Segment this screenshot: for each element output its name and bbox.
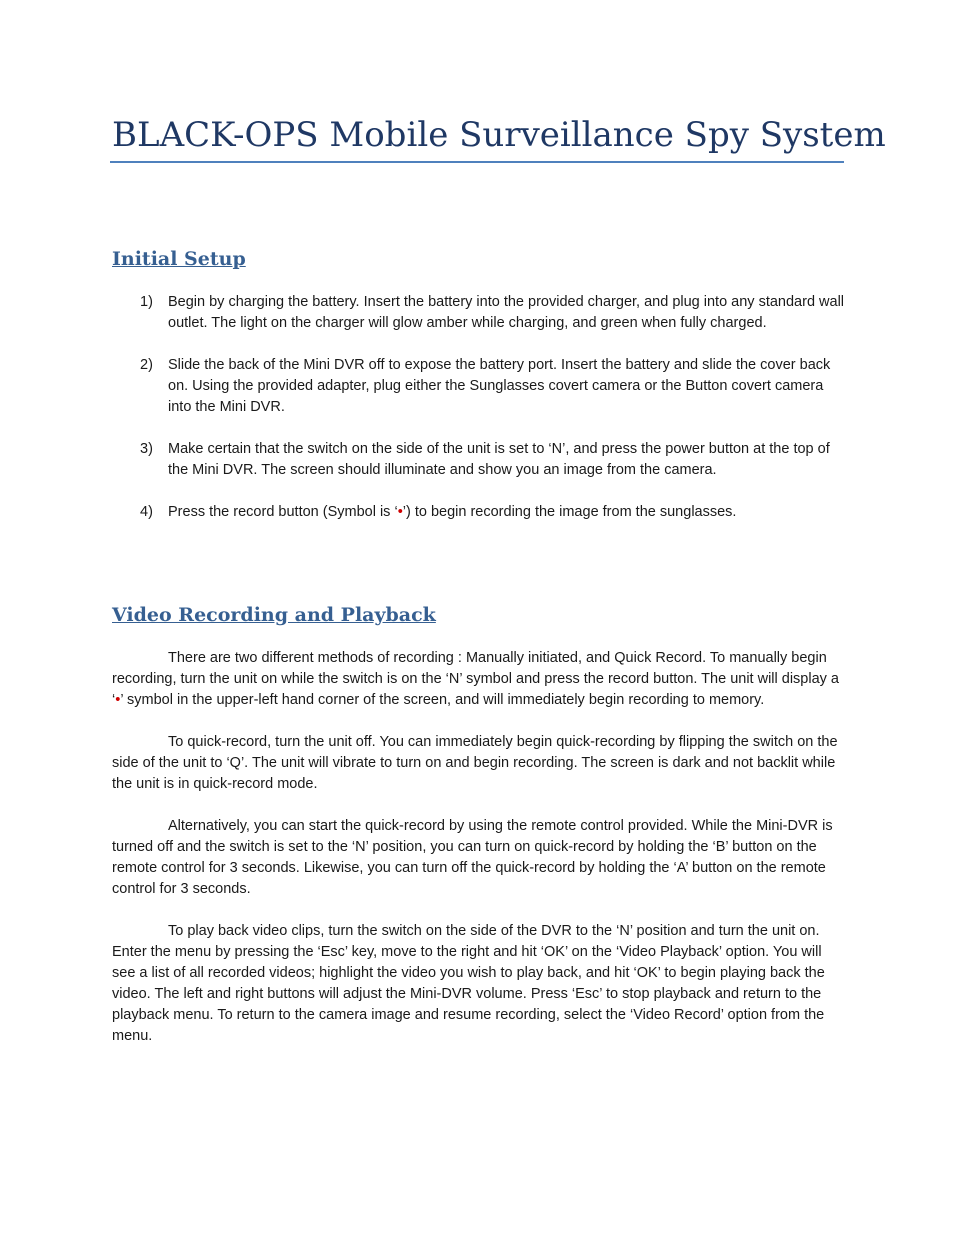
body-paragraph: Alternatively, you can start the quick-record by using the remote control provided. While the Mini-DVR is turned off and the switch is set to the ‘N’ position, you can turn on quick-record by holding the ‘B’ button on the remote control for 3 seconds. Likewise, you can turn off the quick-record by holding the ‘A’ button on the remote control for 3 seconds.: [112, 818, 833, 897]
step-number: 3): [140, 441, 153, 457]
step-text-before-symbol: Press the record button (Symbol is ‘: [168, 504, 398, 520]
setup-step: [112, 355, 844, 418]
step-text: Begin by charging the battery. Insert the battery into the provided charger, and plug into any standard wall outlet. The light on the charger will glow amber while charging, and green when fully charged.: [168, 294, 845, 331]
step-number: 4): [140, 504, 153, 520]
setup-step: [112, 292, 844, 334]
body-paragraph: To quick-record, turn the unit off. You can immediately begin quick-recording by flipping the switch on the side of the unit to ‘Q’. The unit will vibrate to turn on and begin recording. The screen is dark and not backlit while the unit is in quick-record mode.: [112, 734, 838, 792]
setup-steps-list: [112, 292, 844, 544]
body-paragraph: To play back video clips, turn the switch on the side of the DVR to the ‘N’ position and turn the unit on. Enter the menu by pressing the ‘Esc’ key, move to the right and hit ‘OK’ on the ‘Video Playback’ option. You will see a list of all recorded videos; highlight the video you wish to play back, and hit ‘OK’ to begin playing back the video. The left and right buttons will adjust the Mini-DVR volume. Press ‘Esc’ to stop playback and return to the playback menu. To return to the camera image and resume recording, select the ‘Video Record’ option from the menu.: [112, 923, 825, 1044]
title-underline-rule: [110, 161, 844, 163]
step-text: Slide the back of the Mini DVR off to expose the battery port. Insert the battery and slide the cover back on. Using the provided adapter, plug either the Sunglasses covert camera or the Button covert camera into the Mini DVR.: [168, 357, 831, 415]
step-text: Make certain that the switch on the side of the unit is set to ‘N’, and press the power button at the top of the Mini DVR. The screen should illuminate and show you an image from the camera.: [168, 441, 830, 478]
section-heading-video-recording: Video Recording and Playback: [112, 604, 436, 626]
step-number: 1): [140, 294, 153, 310]
document-title: BLACK-OPS Mobile Surveillance Spy System: [112, 115, 886, 155]
setup-step: [112, 502, 844, 523]
paragraph-text-before-symbol: There are two different methods of recording : Manually initiated, and Quick Record. To manually begin recording, turn the unit on while the switch is on the ‘N’ symbol and press the record button. The unit will display a ‘: [112, 650, 839, 708]
record-symbol-icon: •: [397, 504, 403, 520]
video-section-body: [112, 648, 844, 1068]
setup-step: [112, 439, 844, 481]
body-paragraph: [112, 648, 844, 711]
record-symbol-icon: •: [115, 692, 121, 708]
paragraph-text-after-symbol: ’ symbol in the upper-left hand corner of the screen, and will immediately begin recording to memory.: [120, 692, 765, 708]
step-number: 2): [140, 357, 153, 373]
section-heading-initial-setup: Initial Setup: [112, 248, 246, 270]
step-text-after-symbol: ’) to begin recording the image from the sunglasses.: [402, 504, 737, 520]
